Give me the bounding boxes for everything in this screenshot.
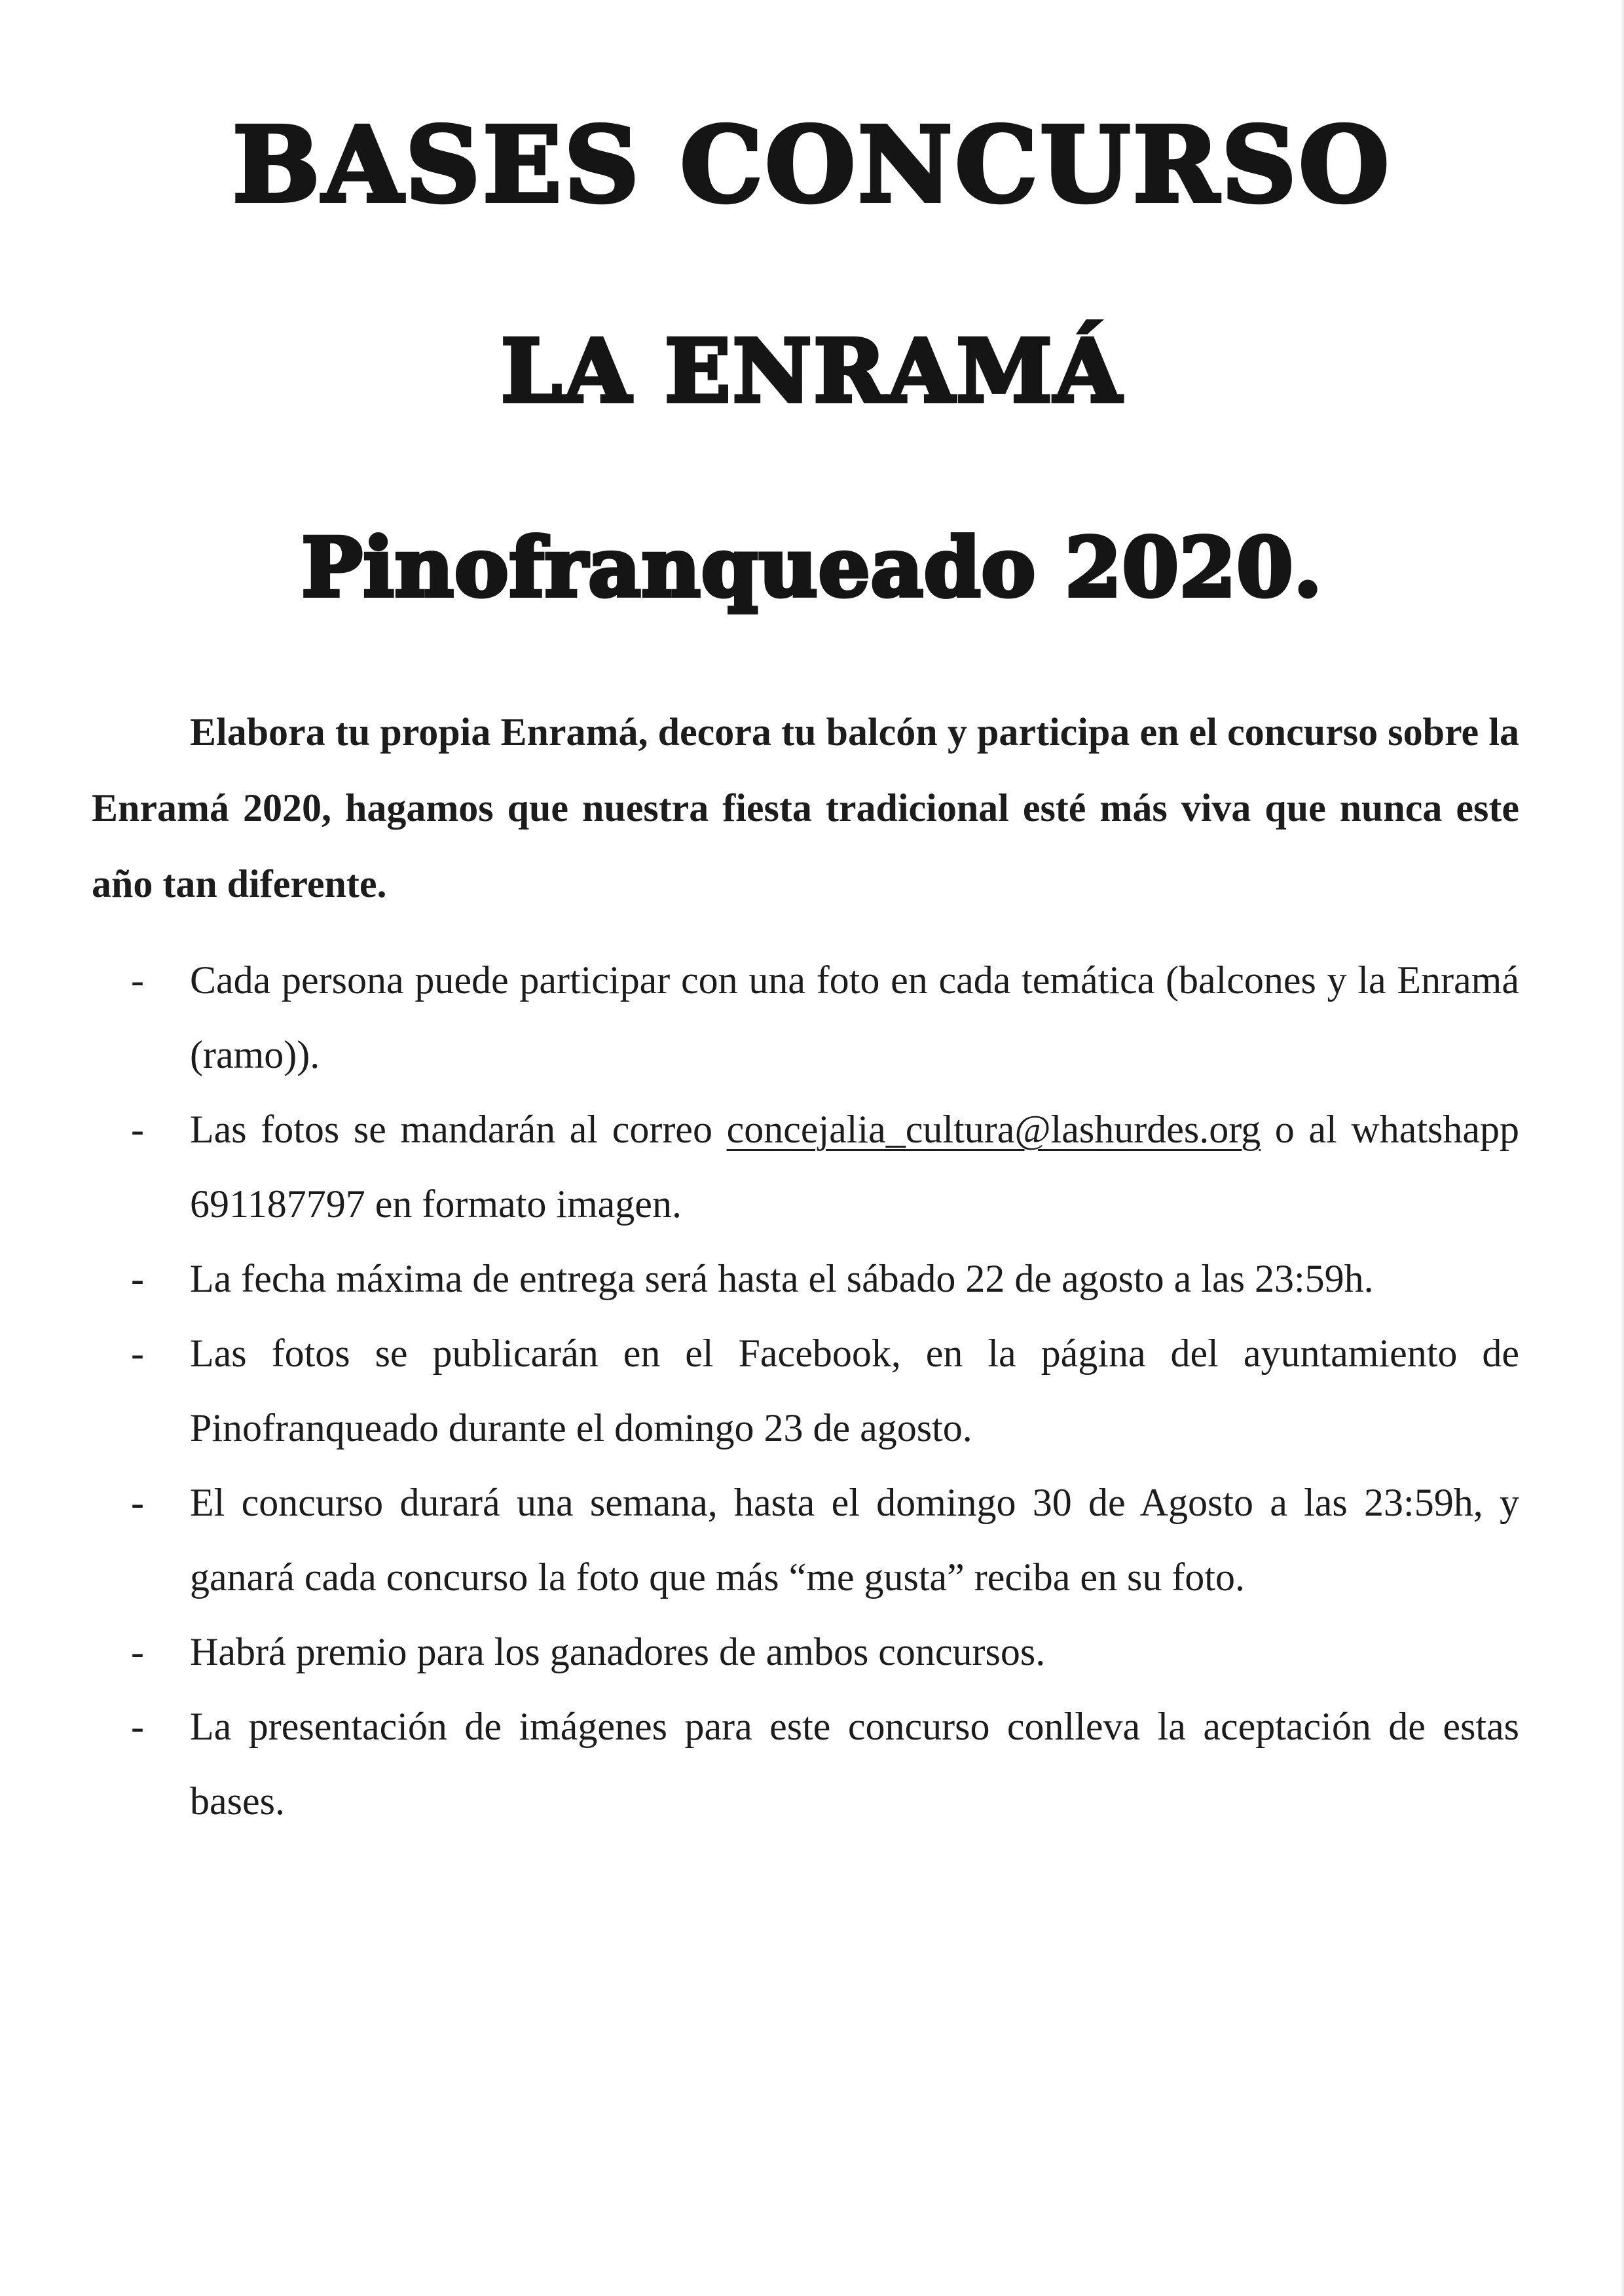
list-dash: - xyxy=(131,1630,144,1673)
document-subtitle: LA ENRAMÁ xyxy=(500,321,1124,422)
rule-text: Las fotos se mandarán al correo xyxy=(190,1108,727,1151)
list-dash: - xyxy=(131,1257,144,1300)
scan-edge-shadow xyxy=(1620,0,1624,2296)
email-link[interactable]: concejalia_cultura@lashurdes.org xyxy=(726,1108,1261,1151)
rule-text: Cada persona puede participar con una foto en cada temática (balcones y la Enramá (ramo)). xyxy=(190,958,1519,1076)
list-dash: - xyxy=(131,1705,144,1748)
rule-item xyxy=(131,1465,1519,1614)
rule-text: La presentación de imágenes para este concurso conlleva la aceptación de estas bases. xyxy=(190,1705,1519,1823)
rule-item xyxy=(131,1092,1519,1241)
list-dash: - xyxy=(131,958,144,1002)
list-dash: - xyxy=(131,1332,144,1375)
rule-text: El concurso durará una semana, hasta el domingo 30 de Agosto a las 23:59h, y ganará cada concurso la foto que más “me gusta” reciba en su foto. xyxy=(190,1481,1519,1599)
rule-text: Las fotos se publicarán en el Facebook, en la página del ayuntamiento de Pinofranqueado durante el domingo 23 de agosto. xyxy=(190,1332,1519,1449)
rule-text: o al whatshapp 691187797 en formato imagen. xyxy=(190,1108,1519,1226)
rules-list xyxy=(131,943,1519,1838)
document-title: BASES CONCURSO xyxy=(232,105,1392,226)
rule-item xyxy=(131,943,1519,1092)
document-location-year: Pinofranqueado 2020. xyxy=(301,520,1323,615)
list-dash: - xyxy=(131,1481,144,1524)
rule-text: Habrá premio para los ganadores de ambos concursos. xyxy=(190,1630,1046,1673)
rule-text: La fecha máxima de entrega será hasta el sábado 22 de agosto a las 23:59h. xyxy=(190,1257,1374,1300)
list-dash: - xyxy=(131,1108,144,1151)
rule-item xyxy=(131,1316,1519,1465)
rule-item xyxy=(131,1614,1519,1689)
intro-paragraph: Elabora tu propia Enramá, decora tu balcón y participa en el concurso sobre la Enramá 2020, hagamos que nuestra fiesta tradicional esté más viva que nunca este año tan diferente. xyxy=(92,710,1519,905)
rule-item xyxy=(131,1241,1519,1316)
rule-item xyxy=(131,1689,1519,1838)
